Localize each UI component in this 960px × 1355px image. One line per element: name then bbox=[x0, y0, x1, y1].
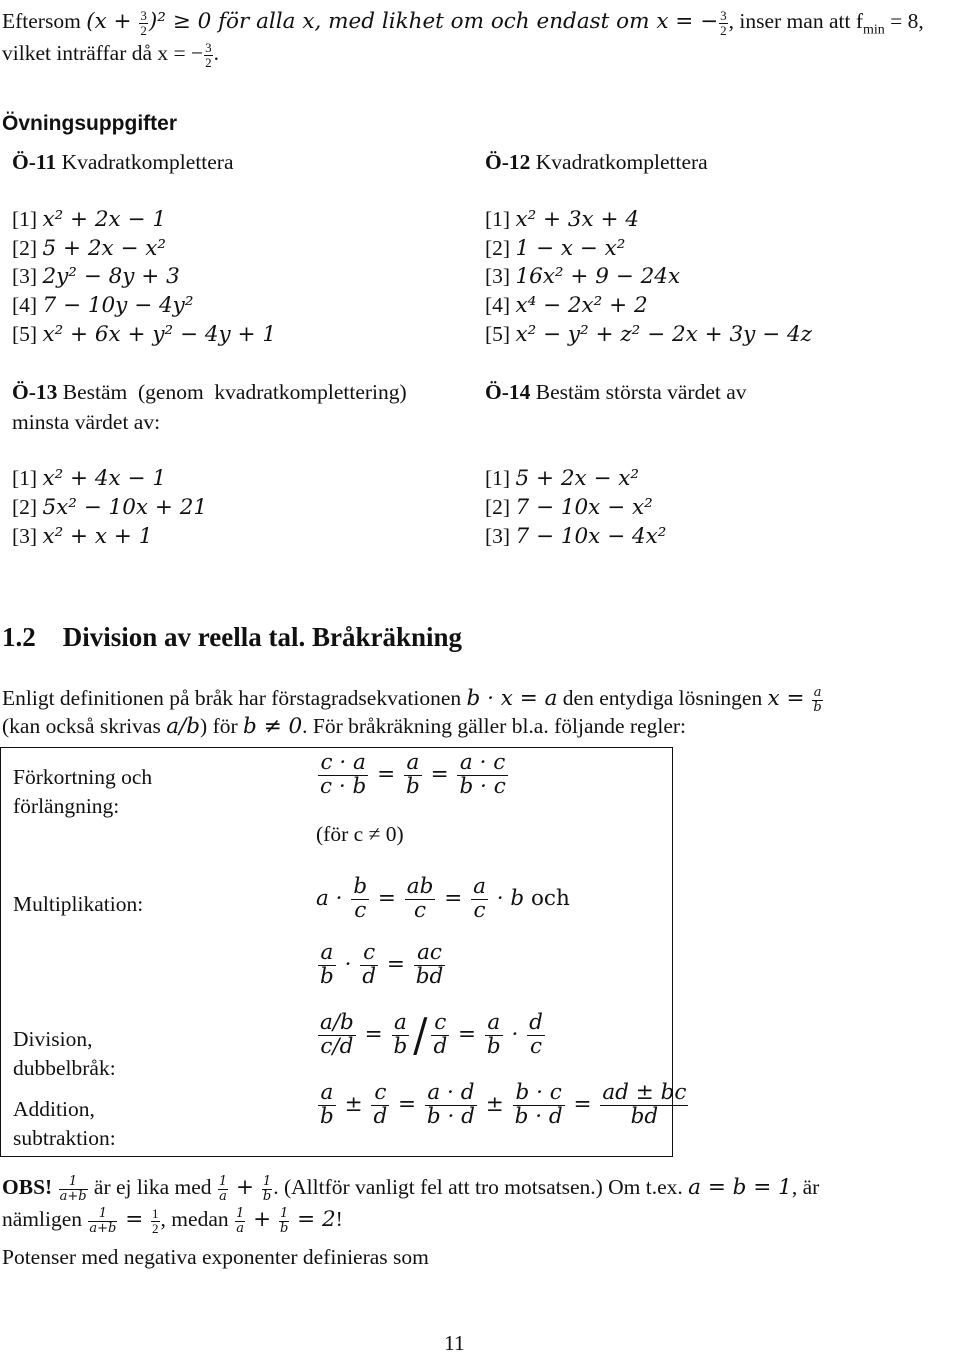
page-number: 11 bbox=[444, 1331, 465, 1355]
definition-line-2: (kan också skrivas a/b) för b ≠ 0. För bråkräkning gäller bl.a. följande regler: bbox=[2, 714, 687, 739]
exercise-o13-heading: Ö-13 Bestäm (genom kvadratkomplettering) bbox=[12, 380, 407, 404]
rule-formula-mult-2: $\frac{a}{b}$ · $\frac{c}{d}$ = $\frac{ac}{bd}$ bbox=[320, 940, 444, 989]
rule-formula-reduce: $\frac{c \cdot a}{c \cdot b}$ = $\frac{a}{b}$ = $\frac{a \cdot c}{b \cdot c}$ bbox=[320, 750, 506, 799]
section-title: Övningsuppgifter bbox=[2, 112, 177, 135]
rule-label-mult: Multiplikation: bbox=[13, 892, 144, 916]
closing-sentence: Potenser med negativa exponenter definieras som bbox=[2, 1245, 429, 1269]
exercise-o13-item-3: [3] x² + x + 1 bbox=[12, 524, 153, 549]
intro-line-2: vilket inträffar då x = − $\frac{3}{2}$ . bbox=[2, 40, 220, 70]
exercise-o13-item-1: [1] x² + 4x − 1 bbox=[12, 466, 167, 491]
exercise-o12-item-4: [4] x⁴ − 2x² + 2 bbox=[485, 293, 648, 318]
exercise-o12-item-3: [3] 16x² + 9 − 24x bbox=[485, 264, 681, 289]
rule-formula-div: $\frac{a/b}{c/d}$ = $\frac{a}{b}$ / $\frac{c}{d}$ = $\frac{a}{b}$ · $\frac{d}{c}$ bbox=[320, 1007, 543, 1062]
exercise-o11-item-1: [1] x² + 2x − 1 bbox=[12, 207, 167, 232]
intro-line-1: Eftersom (x + $\frac{3}{2}$ )² ≥ 0 för alla x, med likhet om och endast om x = − $\frac{3}{2}$ , inser man att $f_{min} = 8$, bbox=[2, 8, 924, 38]
rule-formula-add: $\frac{a}{b}$ ± $\frac{c}{d}$ = $\frac{a \cdot d}{b \cdot d}$ ± $\frac{b \cdot c}{b \cdot d}$ = $\frac{ad \pm bc}{bd}$ bbox=[320, 1080, 687, 1129]
rule-label-reduce: Förkortning och förlängning: bbox=[13, 765, 153, 818]
exercise-o13-item-2: [2] 5x² − 10x + 21 bbox=[12, 495, 208, 520]
exercise-o12-heading: Ö-12 Kvadratkomplettera bbox=[485, 150, 708, 174]
exercise-o11-item-2: [2] 5 + 2x − x² bbox=[12, 236, 167, 261]
definition-line-1: Enligt definitionen på bråk har förstagradsekvationen b · x = a den entydiga lösningen x = $\frac{a}{b}$ bbox=[2, 685, 822, 715]
exercise-o14-item-1: [1] 5 + 2x − x² bbox=[485, 466, 640, 491]
rule-formula-mult-1: a · $\frac{b}{c}$ = $\frac{ab}{c}$ = $\frac{a}{c}$ · b och bbox=[316, 874, 570, 923]
exercise-o14-item-3: [3] 7 − 10x − 4x² bbox=[485, 524, 667, 549]
exercise-o12-item-2: [2] 1 − x − x² bbox=[485, 236, 626, 261]
exercise-o13-heading-line2: minsta värdet av: bbox=[12, 410, 161, 434]
exercise-o12-item-1: [1] x² + 3x + 4 bbox=[485, 207, 640, 232]
obs-line-2: nämligen $\frac{1}{a+b}$ = $\frac{1}{2}$ , medan $\frac{1}{a}$ + $\frac{1}{b}$ = 2! bbox=[2, 1206, 343, 1236]
rule-label-add: Addition, subtraktion: bbox=[13, 1097, 116, 1150]
exercise-o11-item-5: [5] x² + 6x + y² − 4y + 1 bbox=[12, 322, 277, 347]
exercise-o14-heading: Ö-14 Bestäm största värdet av bbox=[485, 380, 747, 404]
obs-line-1: OBS! $\frac{1}{a+b}$ är ej lika med $\frac{1}{a}$ + $\frac{1}{b}$ . (Alltför vanligt fel att tro motsatsen.) Om t.ex. a = b = 1, är bbox=[2, 1174, 820, 1204]
exercise-o11-item-3: [3] 2y² − 8y + 3 bbox=[12, 264, 180, 289]
exercise-o12-item-5: [5] x² − y² + z² − 2x + 3y − 4z bbox=[485, 322, 812, 347]
rule-note-reduce: (för c ≠ 0) bbox=[316, 822, 404, 846]
exercise-o14-item-2: [2] 7 − 10x − x² bbox=[485, 495, 653, 520]
exercise-o11-heading: Ö-11 Kvadratkomplettera bbox=[12, 150, 234, 174]
chapter-heading: 1.2 Division av reella tal. Bråkräkning bbox=[2, 622, 463, 652]
exercise-o11-item-4: [4] 7 − 10y − 4y² bbox=[12, 293, 194, 318]
rule-label-div: Division, dubbelbråk: bbox=[13, 1027, 116, 1080]
